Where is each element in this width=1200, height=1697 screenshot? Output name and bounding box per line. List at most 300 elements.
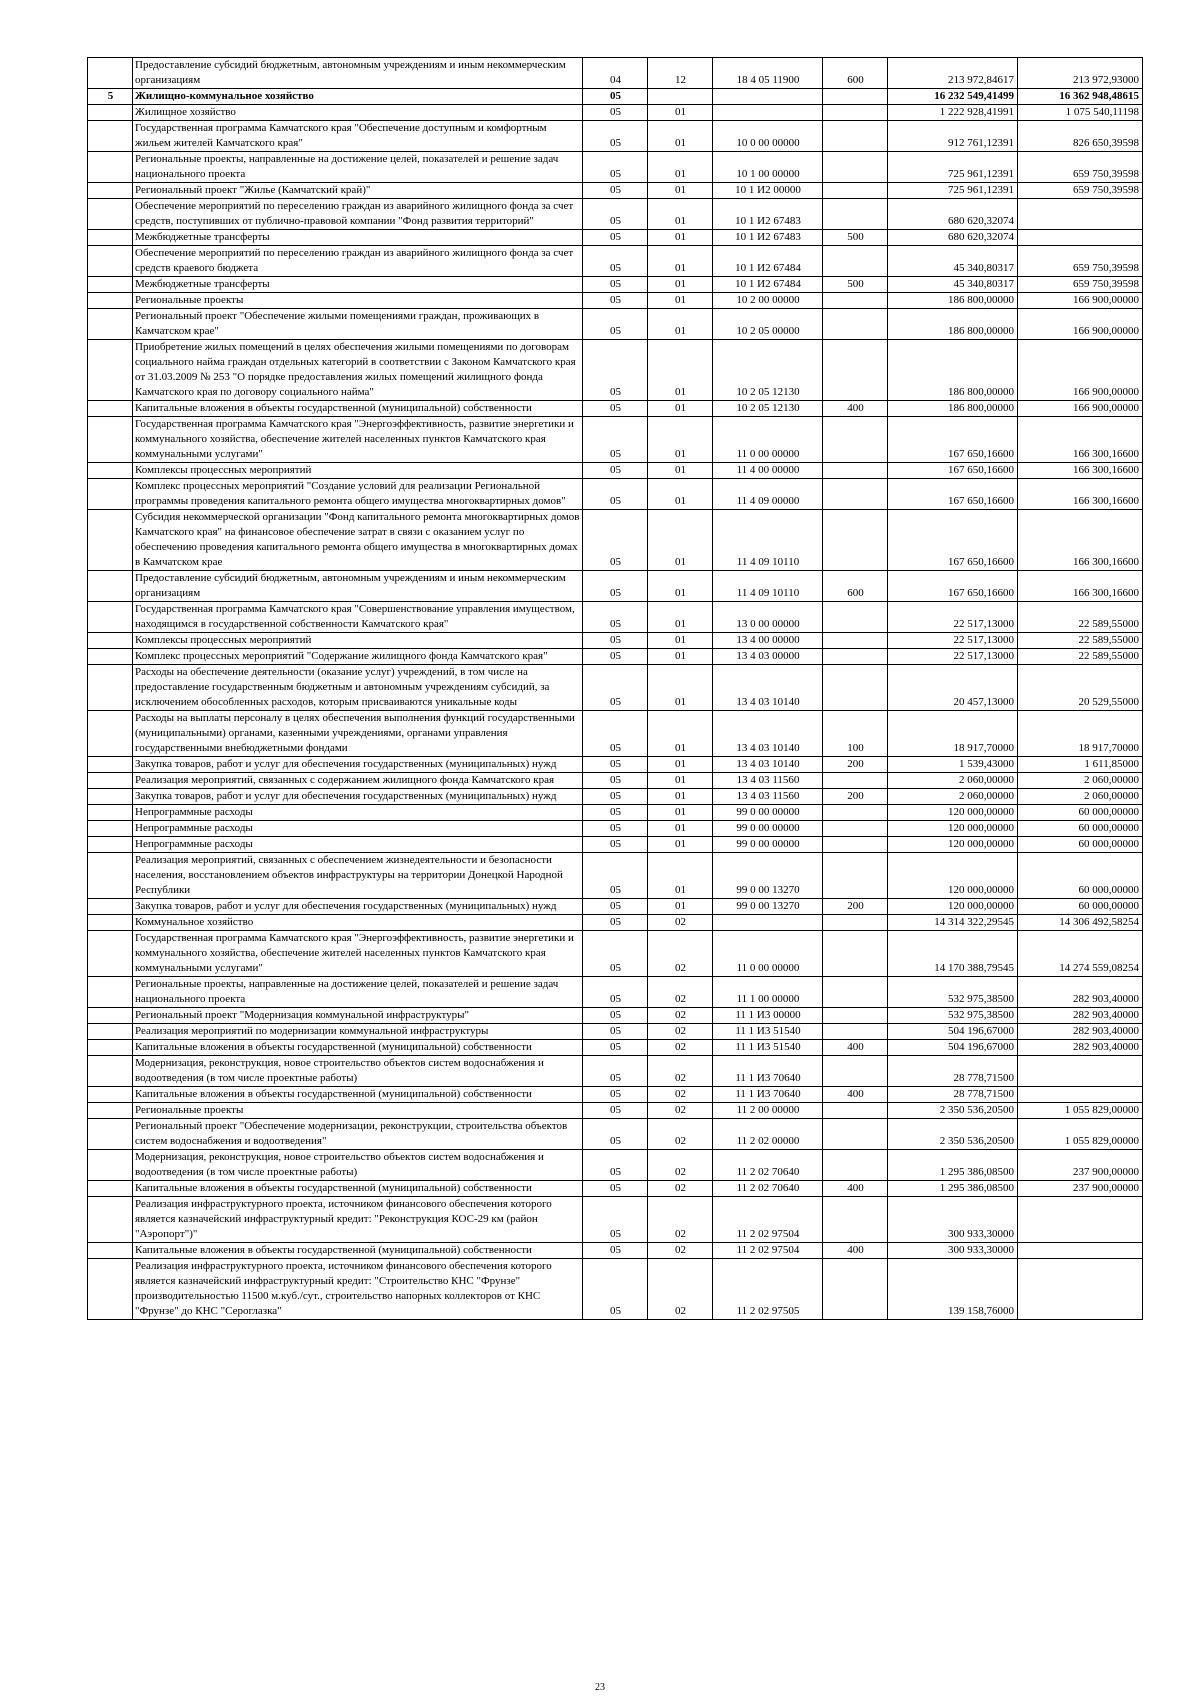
- amount-year1-cell: 680 620,32074: [888, 199, 1018, 230]
- target-article-cell: 13 4 03 11560: [713, 773, 823, 789]
- target-article-cell: 11 4 09 10110: [713, 510, 823, 571]
- amount-year1-cell: 2 060,00000: [888, 789, 1018, 805]
- section-code-cell: 05: [583, 463, 648, 479]
- expense-type-cell: [823, 1103, 888, 1119]
- row-number-cell: [88, 711, 133, 757]
- amount-year1-cell: 1 295 386,08500: [888, 1181, 1018, 1197]
- subsection-code-cell: 01: [648, 277, 713, 293]
- subsection-code-cell: 02: [648, 1259, 713, 1320]
- section-code-cell: 05: [583, 121, 648, 152]
- description-cell: Капитальные вложения в объекты государственной (муниципальной) собственности: [133, 1181, 583, 1197]
- section-code-cell: 05: [583, 602, 648, 633]
- row-number-cell: [88, 309, 133, 340]
- section-code-cell: 05: [583, 309, 648, 340]
- section-code-cell: 05: [583, 1087, 648, 1103]
- amount-year2-cell: 22 589,55000: [1018, 602, 1143, 633]
- amount-year1-cell: 22 517,13000: [888, 649, 1018, 665]
- row-number-cell: [88, 1024, 133, 1040]
- subsection-code-cell: 01: [648, 757, 713, 773]
- expense-type-cell: [823, 1024, 888, 1040]
- table-row: [88, 230, 1143, 246]
- amount-year2-cell: [1018, 1056, 1143, 1087]
- section-code-cell: 05: [583, 757, 648, 773]
- table-row: [88, 711, 1143, 757]
- amount-year2-cell: [1018, 230, 1143, 246]
- description-cell: Непрограммные расходы: [133, 805, 583, 821]
- section-code-cell: 05: [583, 1024, 648, 1040]
- description-cell: Региональные проекты: [133, 293, 583, 309]
- row-number-cell: [88, 463, 133, 479]
- section-code-cell: 05: [583, 915, 648, 931]
- row-number-cell: [88, 479, 133, 510]
- table-row: [88, 1103, 1143, 1119]
- table-row: [88, 805, 1143, 821]
- amount-year2-cell: [1018, 199, 1143, 230]
- table-row: [88, 121, 1143, 152]
- target-article-cell: 11 1 00 00000: [713, 977, 823, 1008]
- target-article-cell: [713, 915, 823, 931]
- expense-type-cell: [823, 1008, 888, 1024]
- description-cell: Комплекс процессных мероприятий "Создание условий для реализации Региональной программы проведения капитального ремонта общего имущества многоквартирных домов": [133, 479, 583, 510]
- row-number-cell: [88, 230, 133, 246]
- section-code-cell: 04: [583, 58, 648, 89]
- table-row: [88, 665, 1143, 711]
- amount-year2-cell: 1 055 829,00000: [1018, 1119, 1143, 1150]
- description-cell: Государственная программа Камчатского края "Энергоэффективность, развитие энергетики и коммунального хозяйства, обеспечение жителей населенных пунктов Камчатского края коммунальными услугами": [133, 417, 583, 463]
- table-row: [88, 89, 1143, 105]
- target-article-cell: 10 1 И2 67483: [713, 199, 823, 230]
- row-number-cell: [88, 1040, 133, 1056]
- amount-year1-cell: 45 340,80317: [888, 246, 1018, 277]
- row-number-cell: [88, 977, 133, 1008]
- amount-year2-cell: 1 611,85000: [1018, 757, 1143, 773]
- subsection-code-cell: 01: [648, 602, 713, 633]
- subsection-code-cell: 01: [648, 340, 713, 401]
- row-number-cell: [88, 293, 133, 309]
- amount-year2-cell: 166 900,00000: [1018, 293, 1143, 309]
- section-code-cell: 05: [583, 199, 648, 230]
- description-cell: Капитальные вложения в объекты государственной (муниципальной) собственности: [133, 1040, 583, 1056]
- amount-year2-cell: 166 300,16600: [1018, 571, 1143, 602]
- amount-year1-cell: 300 933,30000: [888, 1197, 1018, 1243]
- subsection-code-cell: 02: [648, 1056, 713, 1087]
- expense-type-cell: [823, 1119, 888, 1150]
- amount-year1-cell: 167 650,16600: [888, 479, 1018, 510]
- amount-year1-cell: 186 800,00000: [888, 293, 1018, 309]
- target-article-cell: 10 2 05 12130: [713, 401, 823, 417]
- description-cell: Реализация мероприятий, связанных с обеспечением жизнедеятельности и безопасности населения, восстановлением объектов инфраструктуры на территории Донецкой Народной Республики: [133, 853, 583, 899]
- description-cell: Межбюджетные трансферты: [133, 230, 583, 246]
- amount-year2-cell: 22 589,55000: [1018, 633, 1143, 649]
- target-article-cell: 99 0 00 13270: [713, 899, 823, 915]
- row-number-cell: [88, 152, 133, 183]
- description-cell: Обеспечение мероприятий по переселению граждан из аварийного жилищного фонда за счет средств краевого бюджета: [133, 246, 583, 277]
- table-row: [88, 853, 1143, 899]
- table-row: [88, 58, 1143, 89]
- target-article-cell: 10 2 00 00000: [713, 293, 823, 309]
- expense-type-cell: 400: [823, 1243, 888, 1259]
- amount-year1-cell: 45 340,80317: [888, 277, 1018, 293]
- section-code-cell: 05: [583, 789, 648, 805]
- target-article-cell: 11 1 И3 00000: [713, 1008, 823, 1024]
- section-code-cell: 05: [583, 1103, 648, 1119]
- amount-year1-cell: 725 961,12391: [888, 152, 1018, 183]
- row-number-cell: [88, 340, 133, 401]
- description-cell: Жилищно-коммунальное хозяйство: [133, 89, 583, 105]
- target-article-cell: 11 2 02 00000: [713, 1119, 823, 1150]
- section-code-cell: 05: [583, 931, 648, 977]
- subsection-code-cell: 02: [648, 1150, 713, 1181]
- row-number-cell: 5: [88, 89, 133, 105]
- subsection-code-cell: 01: [648, 121, 713, 152]
- description-cell: Коммунальное хозяйство: [133, 915, 583, 931]
- expense-type-cell: [823, 602, 888, 633]
- subsection-code-cell: 01: [648, 837, 713, 853]
- amount-year1-cell: 912 761,12391: [888, 121, 1018, 152]
- target-article-cell: 11 1 И3 70640: [713, 1056, 823, 1087]
- amount-year2-cell: 282 903,40000: [1018, 977, 1143, 1008]
- description-cell: Региональные проекты, направленные на достижение целей, показателей и решение задач национального проекта: [133, 977, 583, 1008]
- target-article-cell: 11 0 00 00000: [713, 931, 823, 977]
- section-code-cell: 05: [583, 805, 648, 821]
- amount-year2-cell: 60 000,00000: [1018, 837, 1143, 853]
- row-number-cell: [88, 915, 133, 931]
- table-row: [88, 571, 1143, 602]
- subsection-code-cell: 12: [648, 58, 713, 89]
- expense-type-cell: [823, 309, 888, 340]
- subsection-code-cell: 02: [648, 931, 713, 977]
- expense-type-cell: 200: [823, 757, 888, 773]
- target-article-cell: [713, 105, 823, 121]
- row-number-cell: [88, 401, 133, 417]
- description-cell: Государственная программа Камчатского края "Энергоэффективность, развитие энергетики и коммунального хозяйства, обеспечение жителей населенных пунктов Камчатского края коммунальными услугами": [133, 931, 583, 977]
- target-article-cell: 10 1 И2 67484: [713, 277, 823, 293]
- amount-year2-cell: [1018, 1087, 1143, 1103]
- table-row: [88, 417, 1143, 463]
- amount-year1-cell: 680 620,32074: [888, 230, 1018, 246]
- target-article-cell: 13 0 00 00000: [713, 602, 823, 633]
- target-article-cell: 10 2 05 00000: [713, 309, 823, 340]
- amount-year1-cell: 14 314 322,29545: [888, 915, 1018, 931]
- section-code-cell: 05: [583, 510, 648, 571]
- amount-year2-cell: 282 903,40000: [1018, 1008, 1143, 1024]
- row-number-cell: [88, 821, 133, 837]
- budget-table-body: [88, 58, 1143, 1320]
- subsection-code-cell: 01: [648, 821, 713, 837]
- subsection-code-cell: 01: [648, 479, 713, 510]
- section-code-cell: 05: [583, 837, 648, 853]
- amount-year2-cell: 166 300,16600: [1018, 479, 1143, 510]
- row-number-cell: [88, 789, 133, 805]
- amount-year2-cell: 166 900,00000: [1018, 309, 1143, 340]
- subsection-code-cell: 01: [648, 246, 713, 277]
- row-number-cell: [88, 1103, 133, 1119]
- expense-type-cell: [823, 152, 888, 183]
- amount-year2-cell: 659 750,39598: [1018, 152, 1143, 183]
- section-code-cell: 05: [583, 230, 648, 246]
- target-article-cell: 99 0 00 00000: [713, 821, 823, 837]
- amount-year1-cell: 300 933,30000: [888, 1243, 1018, 1259]
- description-cell: Межбюджетные трансферты: [133, 277, 583, 293]
- row-number-cell: [88, 1008, 133, 1024]
- table-row: [88, 821, 1143, 837]
- section-code-cell: 05: [583, 152, 648, 183]
- amount-year1-cell: 22 517,13000: [888, 602, 1018, 633]
- target-article-cell: 13 4 03 00000: [713, 649, 823, 665]
- expense-type-cell: [823, 773, 888, 789]
- amount-year2-cell: 166 300,16600: [1018, 463, 1143, 479]
- expense-type-cell: [823, 199, 888, 230]
- expense-type-cell: [823, 633, 888, 649]
- target-article-cell: 10 2 05 12130: [713, 340, 823, 401]
- expense-type-cell: [823, 853, 888, 899]
- subsection-code-cell: 01: [648, 183, 713, 199]
- target-article-cell: 11 2 02 97504: [713, 1243, 823, 1259]
- row-number-cell: [88, 105, 133, 121]
- table-row: [88, 1259, 1143, 1320]
- table-row: [88, 1243, 1143, 1259]
- description-cell: Закупка товаров, работ и услуг для обеспечения государственных (муниципальных) нужд: [133, 899, 583, 915]
- subsection-code-cell: 01: [648, 633, 713, 649]
- subsection-code-cell: 01: [648, 665, 713, 711]
- expense-type-cell: 500: [823, 277, 888, 293]
- subsection-code-cell: 02: [648, 1087, 713, 1103]
- row-number-cell: [88, 183, 133, 199]
- amount-year1-cell: 22 517,13000: [888, 633, 1018, 649]
- subsection-code-cell: 02: [648, 1197, 713, 1243]
- row-number-cell: [88, 757, 133, 773]
- section-code-cell: 05: [583, 1008, 648, 1024]
- budget-table: [87, 57, 1143, 1320]
- amount-year1-cell: 1 222 928,41991: [888, 105, 1018, 121]
- subsection-code-cell: 02: [648, 1040, 713, 1056]
- target-article-cell: 13 4 00 00000: [713, 633, 823, 649]
- description-cell: Комплекс процессных мероприятий "Содержание жилищного фонда Камчатского края": [133, 649, 583, 665]
- subsection-code-cell: 01: [648, 105, 713, 121]
- table-row: [88, 789, 1143, 805]
- table-row: [88, 1056, 1143, 1087]
- section-code-cell: 05: [583, 293, 648, 309]
- section-code-cell: 05: [583, 89, 648, 105]
- description-cell: Приобретение жилых помещений в целях обеспечения жилыми помещениями по договорам социального найма граждан отдельных категорий в соответствии с Законом Камчатского края от 31.03.2009 № 253 "О порядке предоставления жилых помещений жилищного фонда Камчатского края по договору социального найма": [133, 340, 583, 401]
- section-code-cell: 05: [583, 1040, 648, 1056]
- target-article-cell: 18 4 05 11900: [713, 58, 823, 89]
- amount-year2-cell: 659 750,39598: [1018, 246, 1143, 277]
- expense-type-cell: 200: [823, 899, 888, 915]
- expense-type-cell: [823, 105, 888, 121]
- section-code-cell: 05: [583, 1119, 648, 1150]
- table-row: [88, 463, 1143, 479]
- table-row: [88, 899, 1143, 915]
- expense-type-cell: [823, 1056, 888, 1087]
- table-row: [88, 183, 1143, 199]
- row-number-cell: [88, 277, 133, 293]
- section-code-cell: 05: [583, 773, 648, 789]
- amount-year1-cell: 120 000,00000: [888, 853, 1018, 899]
- description-cell: Модернизация, реконструкция, новое строительство объектов систем водоснабжения и водоотведения (в том числе проектные работы): [133, 1056, 583, 1087]
- subsection-code-cell: 02: [648, 1103, 713, 1119]
- target-article-cell: 11 1 И3 51540: [713, 1040, 823, 1056]
- description-cell: Непрограммные расходы: [133, 821, 583, 837]
- amount-year1-cell: 1 295 386,08500: [888, 1150, 1018, 1181]
- row-number-cell: [88, 1087, 133, 1103]
- expense-type-cell: [823, 417, 888, 463]
- table-row: [88, 105, 1143, 121]
- amount-year1-cell: 2 350 536,20500: [888, 1103, 1018, 1119]
- target-article-cell: 11 1 И3 70640: [713, 1087, 823, 1103]
- description-cell: Региональный проект "Модернизация коммунальной инфраструктуры": [133, 1008, 583, 1024]
- amount-year1-cell: 504 196,67000: [888, 1024, 1018, 1040]
- target-article-cell: 13 4 03 11560: [713, 789, 823, 805]
- row-number-cell: [88, 837, 133, 853]
- table-row: [88, 309, 1143, 340]
- row-number-cell: [88, 58, 133, 89]
- description-cell: Комплексы процессных мероприятий: [133, 633, 583, 649]
- amount-year2-cell: 1 055 829,00000: [1018, 1103, 1143, 1119]
- table-row: [88, 152, 1143, 183]
- target-article-cell: 11 4 00 00000: [713, 463, 823, 479]
- expense-type-cell: [823, 665, 888, 711]
- amount-year1-cell: 167 650,16600: [888, 463, 1018, 479]
- amount-year2-cell: 14 306 492,58254: [1018, 915, 1143, 931]
- row-number-cell: [88, 246, 133, 277]
- row-number-cell: [88, 510, 133, 571]
- expense-type-cell: [823, 293, 888, 309]
- amount-year1-cell: 2 350 536,20500: [888, 1119, 1018, 1150]
- amount-year2-cell: 1 075 540,11198: [1018, 105, 1143, 121]
- expense-type-cell: [823, 479, 888, 510]
- target-article-cell: 11 2 02 97505: [713, 1259, 823, 1320]
- expense-type-cell: [823, 1150, 888, 1181]
- description-cell: Капитальные вложения в объекты государственной (муниципальной) собственности: [133, 401, 583, 417]
- table-row: [88, 1181, 1143, 1197]
- description-cell: Реализация инфраструктурного проекта, источником финансового обеспечения которого является казначейский инфраструктурный кредит: "Реконструкция КОС-29 км (район "Аэропорт")": [133, 1197, 583, 1243]
- section-code-cell: 05: [583, 853, 648, 899]
- expense-type-cell: 100: [823, 711, 888, 757]
- table-row: [88, 1087, 1143, 1103]
- subsection-code-cell: 01: [648, 230, 713, 246]
- description-cell: Расходы на обеспечение деятельности (оказание услуг) учреждений, в том числе на предоставление государственным бюджетным и автономным учреждениям субсидий, за исключением обособленных расходов, которым присваиваются уникальные коды: [133, 665, 583, 711]
- description-cell: Реализация инфраструктурного проекта, источником финансового обеспечения которого является казначейский инфраструктурный кредит: "Строительство КНС "Фрунзе" производительностью 11500 м.куб./сут., строительство напорных коллекторов от КНС "Фрунзе" до КНС "Сероглазка": [133, 1259, 583, 1320]
- subsection-code-cell: 01: [648, 773, 713, 789]
- amount-year2-cell: 826 650,39598: [1018, 121, 1143, 152]
- row-number-cell: [88, 1243, 133, 1259]
- amount-year1-cell: 1 539,43000: [888, 757, 1018, 773]
- target-article-cell: 11 2 00 00000: [713, 1103, 823, 1119]
- expense-type-cell: [823, 463, 888, 479]
- row-number-cell: [88, 665, 133, 711]
- expense-type-cell: [823, 837, 888, 853]
- amount-year1-cell: 14 170 388,79545: [888, 931, 1018, 977]
- expense-type-cell: 400: [823, 1087, 888, 1103]
- subsection-code-cell: 01: [648, 649, 713, 665]
- amount-year2-cell: 166 900,00000: [1018, 340, 1143, 401]
- amount-year2-cell: 22 589,55000: [1018, 649, 1143, 665]
- target-article-cell: 13 4 03 10140: [713, 711, 823, 757]
- expense-type-cell: [823, 183, 888, 199]
- table-row: [88, 773, 1143, 789]
- table-row: [88, 401, 1143, 417]
- amount-year1-cell: 120 000,00000: [888, 821, 1018, 837]
- table-row: [88, 340, 1143, 401]
- section-code-cell: 05: [583, 105, 648, 121]
- section-code-cell: 05: [583, 277, 648, 293]
- table-row: [88, 1008, 1143, 1024]
- description-cell: Модернизация, реконструкция, новое строительство объектов систем водоснабжения и водоотведения (в том числе проектные работы): [133, 1150, 583, 1181]
- expense-type-cell: 400: [823, 1181, 888, 1197]
- target-article-cell: 11 4 09 00000: [713, 479, 823, 510]
- section-code-cell: 05: [583, 340, 648, 401]
- expense-type-cell: [823, 1259, 888, 1320]
- subsection-code-cell: 02: [648, 1119, 713, 1150]
- amount-year2-cell: 60 000,00000: [1018, 821, 1143, 837]
- target-article-cell: 99 0 00 13270: [713, 853, 823, 899]
- target-article-cell: 10 1 И2 00000: [713, 183, 823, 199]
- row-number-cell: [88, 1056, 133, 1087]
- amount-year1-cell: 139 158,76000: [888, 1259, 1018, 1320]
- row-number-cell: [88, 417, 133, 463]
- table-row: [88, 293, 1143, 309]
- amount-year1-cell: 167 650,16600: [888, 571, 1018, 602]
- table-row: [88, 977, 1143, 1008]
- row-number-cell: [88, 602, 133, 633]
- target-article-cell: 11 2 02 70640: [713, 1181, 823, 1197]
- row-number-cell: [88, 853, 133, 899]
- expense-type-cell: 600: [823, 571, 888, 602]
- amount-year2-cell: 213 972,93000: [1018, 58, 1143, 89]
- amount-year2-cell: 237 900,00000: [1018, 1150, 1143, 1181]
- page-number: 23: [595, 1682, 605, 1693]
- amount-year2-cell: [1018, 1243, 1143, 1259]
- table-row: [88, 757, 1143, 773]
- target-article-cell: 10 1 И2 67483: [713, 230, 823, 246]
- row-number-cell: [88, 199, 133, 230]
- amount-year2-cell: 659 750,39598: [1018, 277, 1143, 293]
- amount-year2-cell: 166 300,16600: [1018, 417, 1143, 463]
- section-code-cell: 05: [583, 1197, 648, 1243]
- section-code-cell: 05: [583, 479, 648, 510]
- row-number-cell: [88, 633, 133, 649]
- section-code-cell: 05: [583, 401, 648, 417]
- expense-type-cell: [823, 89, 888, 105]
- description-cell: Реализация мероприятий, связанных с содержанием жилищного фонда Камчатского края: [133, 773, 583, 789]
- target-article-cell: 10 0 00 00000: [713, 121, 823, 152]
- subsection-code-cell: [648, 89, 713, 105]
- subsection-code-cell: 01: [648, 805, 713, 821]
- description-cell: Предоставление субсидий бюджетным, автономным учреждениям и иным некоммерческим организациям: [133, 571, 583, 602]
- section-code-cell: 05: [583, 711, 648, 757]
- table-row: [88, 649, 1143, 665]
- subsection-code-cell: 02: [648, 915, 713, 931]
- expense-type-cell: 400: [823, 1040, 888, 1056]
- section-code-cell: 05: [583, 1259, 648, 1320]
- amount-year2-cell: 166 300,16600: [1018, 510, 1143, 571]
- description-cell: Региональный проект "Жилье (Камчатский край)": [133, 183, 583, 199]
- description-cell: Региональные проекты, направленные на достижение целей, показателей и решение задач национального проекта: [133, 152, 583, 183]
- expense-type-cell: [823, 510, 888, 571]
- description-cell: Региональные проекты: [133, 1103, 583, 1119]
- amount-year1-cell: 20 457,13000: [888, 665, 1018, 711]
- table-row: [88, 602, 1143, 633]
- row-number-cell: [88, 805, 133, 821]
- subsection-code-cell: 01: [648, 853, 713, 899]
- amount-year1-cell: 28 778,71500: [888, 1056, 1018, 1087]
- amount-year1-cell: 504 196,67000: [888, 1040, 1018, 1056]
- section-code-cell: 05: [583, 183, 648, 199]
- expense-type-cell: [823, 915, 888, 931]
- amount-year2-cell: [1018, 1197, 1143, 1243]
- amount-year2-cell: [1018, 1259, 1143, 1320]
